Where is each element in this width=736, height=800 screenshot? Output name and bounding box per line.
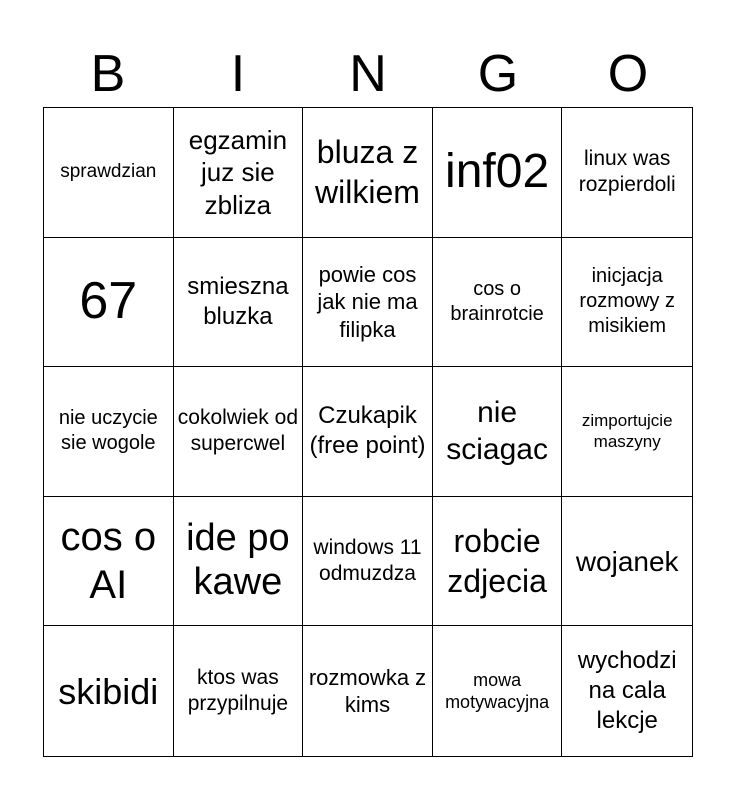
cell-text: ktos was przypilnuje: [187, 665, 289, 716]
bingo-cell[interactable]: [174, 238, 304, 368]
cell-text: nie uczycie sie wogole: [58, 407, 158, 455]
cell-text: bluza z wilkiem: [315, 134, 420, 211]
bingo-cell[interactable]: [174, 367, 304, 497]
cell-text: egzamin juz sie zbliza: [188, 124, 288, 220]
cell-text: windows 11 odmuzdza: [313, 535, 422, 586]
bingo-cell[interactable]: [174, 626, 304, 756]
header-letter-i: I: [230, 45, 246, 103]
cell-text: powie cos jak nie ma filipka: [317, 261, 418, 342]
bingo-cell[interactable]: [303, 497, 433, 627]
bingo-cell[interactable]: [433, 238, 563, 368]
cell-text: inf02: [445, 145, 550, 199]
bingo-cell[interactable]: [562, 626, 692, 756]
cell-text: mowa motywacyjna: [445, 669, 550, 713]
cell-text: linux was rozpierdoli: [578, 147, 676, 197]
cell-text: wychodzi na cala lekcje: [577, 647, 677, 735]
bingo-cell[interactable]: [174, 497, 304, 627]
bingo-cell[interactable]: [44, 497, 174, 627]
bingo-cell[interactable]: [303, 108, 433, 238]
bingo-cell[interactable]: [562, 238, 692, 368]
cell-text: sprawdzian: [60, 161, 157, 183]
bingo-header: [43, 42, 693, 106]
cell-text: 67: [79, 272, 138, 331]
cell-text: robcie zdjecia: [447, 523, 547, 600]
cell-text: nie sciagac: [446, 395, 548, 467]
cell-text: cos o brainrotcie: [450, 277, 544, 325]
bingo-cell[interactable]: [44, 626, 174, 756]
bingo-cell[interactable]: [433, 108, 563, 238]
bingo-cell[interactable]: [433, 367, 563, 497]
bingo-cell[interactable]: [562, 367, 692, 497]
bingo-cell[interactable]: [562, 108, 692, 238]
bingo-cell[interactable]: [433, 626, 563, 756]
header-letter-b: B: [90, 45, 126, 103]
bingo-card: [43, 107, 693, 757]
cell-text: Czukapik (free point): [309, 402, 426, 460]
bingo-cell[interactable]: [44, 108, 174, 238]
cell-text: skibidi: [58, 670, 159, 712]
bingo-cell[interactable]: [303, 238, 433, 368]
header-letter-n: N: [349, 45, 387, 103]
bingo-cell[interactable]: [174, 108, 304, 238]
cell-text: wojanek: [575, 545, 679, 577]
bingo-cell[interactable]: [44, 367, 174, 497]
bingo-cell[interactable]: [44, 238, 174, 368]
cell-text: smieszna bluzka: [187, 272, 289, 330]
cell-text: ide po kawe: [186, 517, 290, 604]
bingo-cell[interactable]: [433, 497, 563, 627]
cell-text: rozmowka z kims: [308, 664, 427, 718]
bingo-cell[interactable]: [562, 497, 692, 627]
header-letter-o: O: [607, 45, 649, 103]
cell-text: zimportujcie maszyny: [581, 411, 673, 452]
cell-text: inicjacja rozmowy z misikiem: [579, 265, 675, 338]
cell-text: cos o AI: [60, 515, 157, 608]
bingo-cell[interactable]: [303, 626, 433, 756]
bingo-cell[interactable]: [303, 367, 433, 497]
cell-text: cokolwiek od supercwel: [177, 406, 298, 456]
header-letter-g: G: [477, 45, 519, 103]
